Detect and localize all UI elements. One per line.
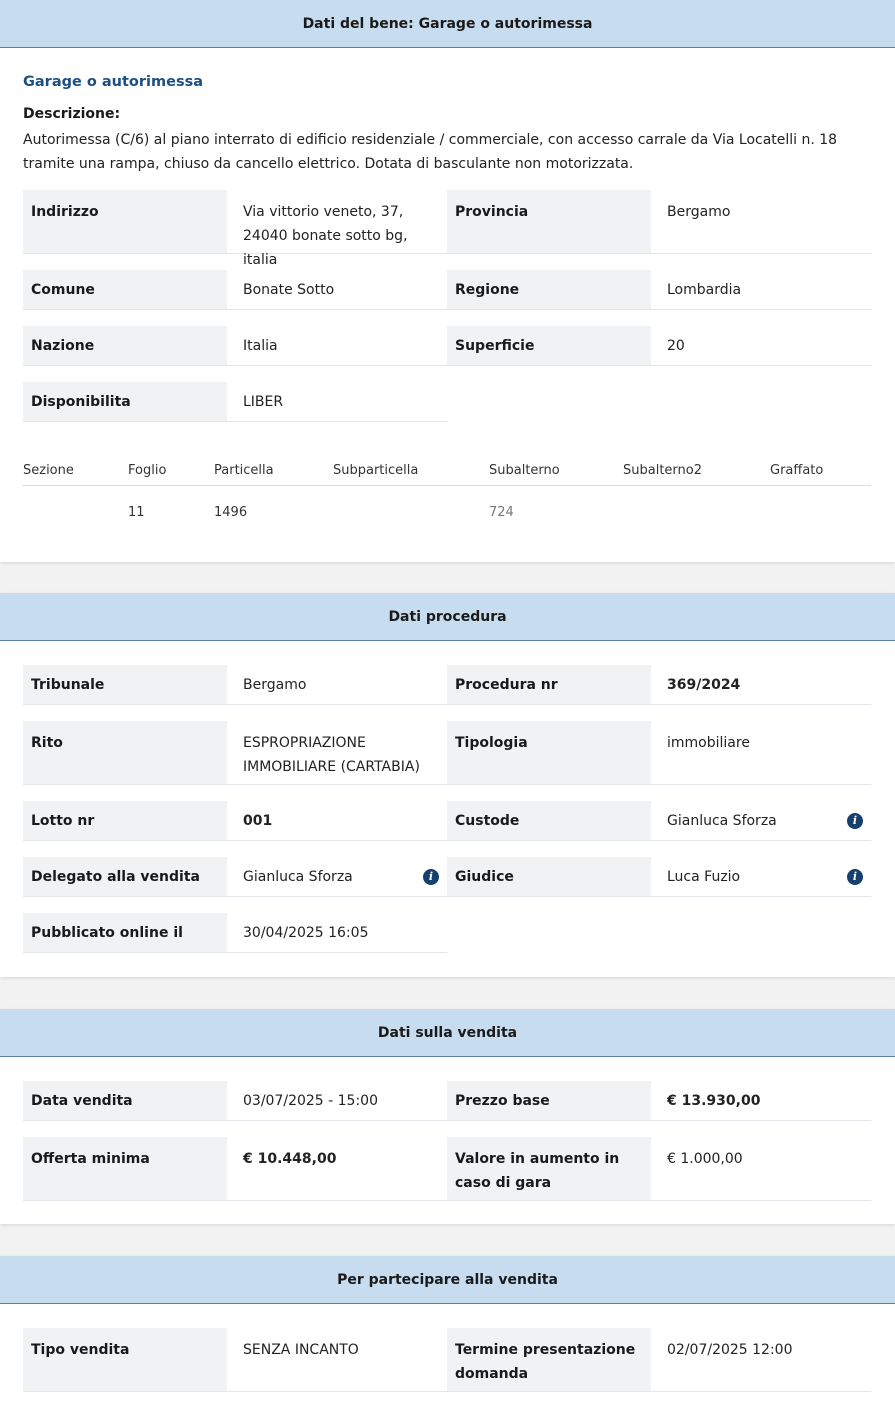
- field-procedura-nr: [447, 665, 871, 704]
- field-delegato: [23, 857, 447, 896]
- field-value: Bergamo: [667, 204, 731, 220]
- field-disponibilita: [23, 382, 447, 421]
- field-label: Procedura nr: [447, 665, 651, 704]
- field-indirizzo: [23, 190, 447, 268]
- field-tipo-vendita: [23, 1328, 447, 1391]
- field-nazione: [23, 326, 447, 365]
- table-cell: 11: [128, 505, 145, 520]
- field-value-with-info: [651, 857, 871, 896]
- field-lotto-nr: [23, 801, 447, 840]
- field-value: Lombardia: [667, 282, 742, 298]
- card-partecipare: [0, 1256, 895, 1416]
- field-value: 02/07/2025 12:00: [667, 1342, 793, 1358]
- field-label: Offerta minima: [23, 1137, 227, 1200]
- field-value: 03/07/2025 - 15:00: [243, 1093, 378, 1109]
- field-value: € 10.448,00: [243, 1151, 337, 1167]
- field-value: € 13.930,00: [667, 1093, 761, 1109]
- field-value-with-info: [227, 857, 447, 896]
- column-header: Foglio: [128, 463, 167, 478]
- field-termine: [447, 1328, 871, 1391]
- field-valore-aumento: [447, 1137, 871, 1200]
- field-value: 001: [243, 813, 273, 829]
- field-value: 20: [667, 338, 685, 354]
- asset-details-grid: [23, 190, 871, 422]
- detail-row: [23, 1137, 871, 1201]
- detail-row: [23, 857, 871, 897]
- participation-details-grid: [23, 1328, 871, 1392]
- field-value: ESPROPRIAZIONE IMMOBILIARE (CARTABIA): [243, 735, 420, 775]
- field-value: Via vittorio veneto, 37, 24040 bonate sotto bg, italia: [243, 204, 408, 268]
- detail-row: [23, 270, 871, 310]
- detail-row: [23, 1081, 871, 1121]
- field-label: Giudice: [447, 857, 651, 896]
- column-header: Graffato: [770, 463, 824, 478]
- field-label: Custode: [447, 801, 651, 840]
- field-label: Tipo vendita: [23, 1328, 227, 1391]
- section-header: Dati procedura: [0, 593, 895, 641]
- card-dati-procedura: [0, 593, 895, 977]
- description-text: Autorimessa (C/6) al piano interrato di edificio residenziale / commerciale, con accesso carrale da Via Locatelli n. 18 tramite una rampa, chiuso da cancello elettrico. Dotata di basculante non motorizzata.: [23, 132, 838, 172]
- field-label: Tipologia: [447, 721, 651, 784]
- field-label: Lotto nr: [23, 801, 227, 840]
- delegato-name: Gianluca Sforza: [243, 869, 353, 885]
- detail-row: [23, 1328, 871, 1392]
- field-label: Indirizzo: [23, 190, 227, 253]
- info-icon[interactable]: i: [847, 813, 863, 829]
- column-header: Particella: [214, 463, 274, 478]
- field-value: Italia: [243, 338, 278, 354]
- field-label: Disponibilita: [23, 382, 227, 421]
- table-cell: 724: [489, 505, 514, 520]
- detail-row: [23, 801, 871, 841]
- field-label: Nazione: [23, 326, 227, 365]
- column-header: Subparticella: [333, 463, 419, 478]
- cadastral-table-header: [23, 456, 871, 486]
- detail-row: [23, 190, 871, 268]
- column-header: Subalterno2: [623, 463, 702, 478]
- field-giudice: [447, 857, 871, 896]
- field-tribunale: [23, 665, 447, 704]
- field-offerta-minima: [23, 1137, 447, 1200]
- field-prezzo-base: [447, 1081, 871, 1120]
- field-label: Superficie: [447, 326, 651, 365]
- column-header: Sezione: [23, 463, 74, 478]
- section-header: Per partecipare alla vendita: [0, 1256, 895, 1304]
- field-label: Comune: [23, 270, 227, 309]
- field-label: Tribunale: [23, 665, 227, 704]
- field-superficie: [447, 326, 871, 365]
- field-comune: [23, 270, 447, 309]
- detail-row: [23, 382, 447, 422]
- custode-name: Gianluca Sforza: [667, 813, 777, 829]
- field-provincia: [447, 190, 871, 253]
- field-value: Bergamo: [243, 677, 307, 693]
- procedure-details-grid: [23, 665, 871, 953]
- field-value: Bonate Sotto: [243, 282, 335, 298]
- section-header: Dati del bene: Garage o autorimessa: [0, 0, 895, 48]
- info-icon[interactable]: i: [423, 869, 439, 885]
- giudice-name: Luca Fuzio: [667, 869, 741, 885]
- asset-title: Garage o autorimessa: [23, 74, 204, 90]
- card-dati-bene: [0, 0, 895, 562]
- field-value-with-info: [651, 801, 871, 840]
- field-value: SENZA INCANTO: [243, 1342, 359, 1358]
- field-label: Pubblicato online il: [23, 913, 227, 952]
- field-value: LIBER: [243, 394, 284, 410]
- field-value: 369/2024: [667, 677, 741, 693]
- field-pubblicato: [23, 913, 447, 952]
- table-cell: 1496: [214, 505, 248, 520]
- section-header: Dati sulla vendita: [0, 1009, 895, 1057]
- field-label: Delegato alla vendita: [23, 857, 227, 896]
- detail-row: [23, 326, 871, 366]
- detail-row: [23, 721, 871, 785]
- field-tipologia: [447, 721, 871, 784]
- field-rito: [23, 721, 447, 784]
- field-label: Provincia: [447, 190, 651, 253]
- card-dati-vendita: [0, 1009, 895, 1224]
- field-value: immobiliare: [667, 735, 750, 751]
- description-label: Descrizione:: [23, 106, 121, 122]
- field-value: € 1.000,00: [667, 1151, 743, 1167]
- field-label: Rito: [23, 721, 227, 784]
- info-icon[interactable]: i: [847, 869, 863, 885]
- field-label: Termine presentazione domanda: [447, 1328, 651, 1391]
- cadastral-table-row: [23, 498, 871, 528]
- detail-row: [23, 913, 447, 953]
- field-custode: [447, 801, 871, 840]
- sale-details-grid: [23, 1081, 871, 1201]
- field-regione: [447, 270, 871, 309]
- field-data-vendita: [23, 1081, 447, 1120]
- field-label: Valore in aumento in caso di gara: [447, 1137, 651, 1200]
- detail-row: [23, 665, 871, 705]
- field-label: Prezzo base: [447, 1081, 651, 1120]
- field-label: Regione: [447, 270, 651, 309]
- column-header: Subalterno: [489, 463, 560, 478]
- field-value: 30/04/2025 16:05: [243, 925, 369, 941]
- field-label: Data vendita: [23, 1081, 227, 1120]
